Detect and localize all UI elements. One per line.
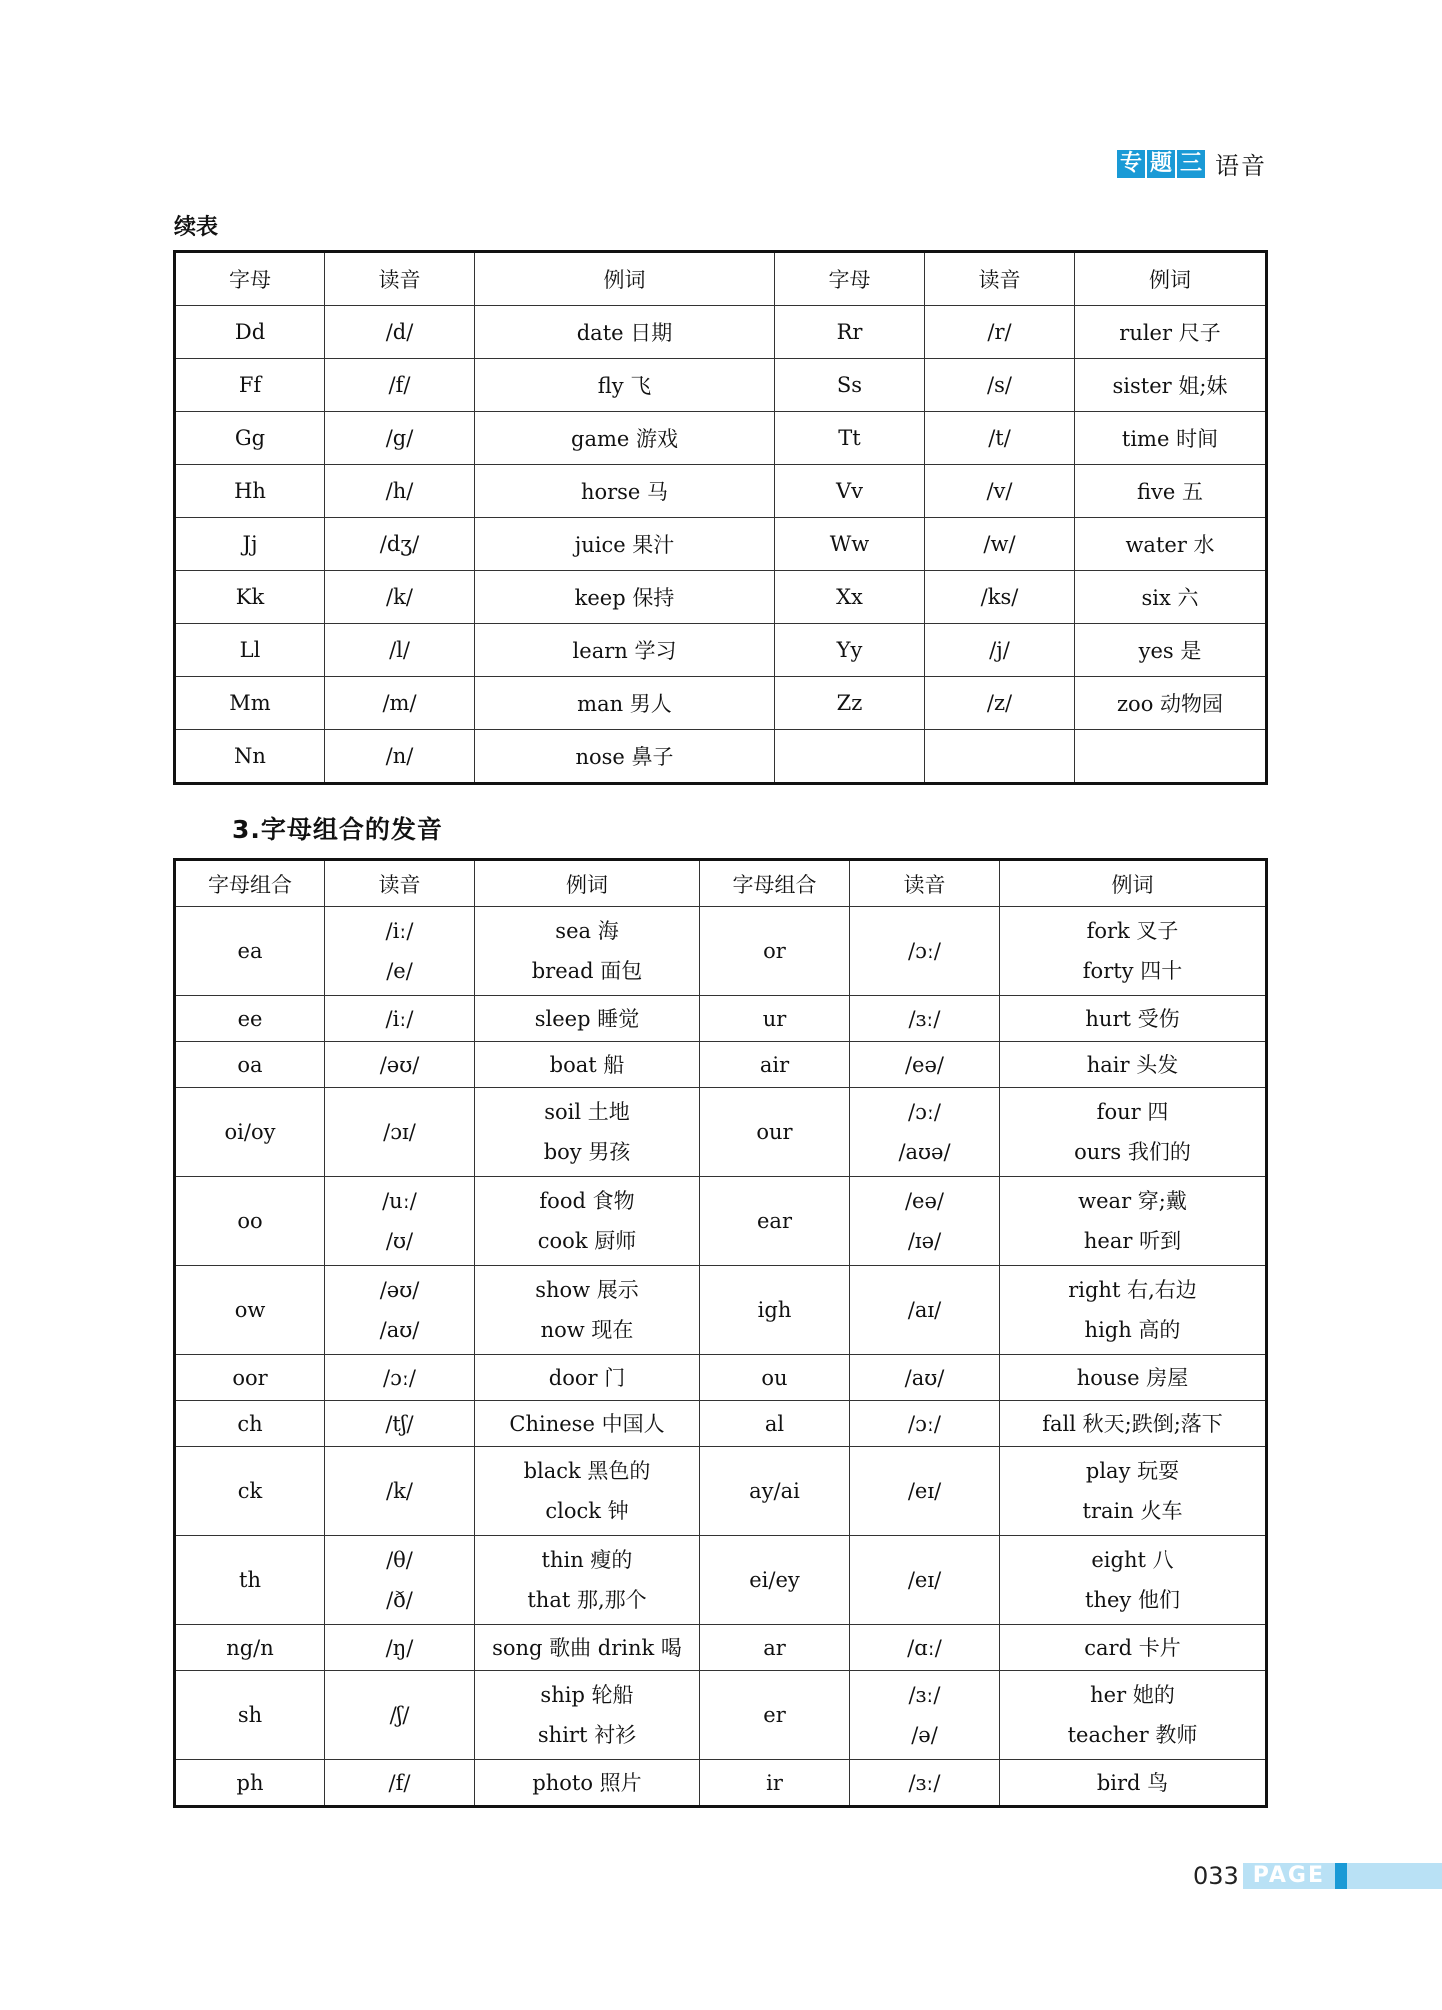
combination-cell (175, 1266, 325, 1355)
cell-line: al (764, 1411, 785, 1436)
letter-cell: Gg (175, 412, 325, 465)
cell-line: train 火车 (1082, 1499, 1183, 1523)
letter-cell: Hh (175, 465, 325, 518)
cell-line: wear 穿;戴 (1078, 1189, 1187, 1213)
sound-cell: /l/ (325, 624, 475, 677)
letter-cell: Jj (175, 518, 325, 571)
letter-cell: Ww (775, 518, 925, 571)
cell-line: ck (237, 1479, 263, 1503)
sound-cell (850, 996, 1000, 1042)
sound-cell (850, 1355, 1000, 1401)
cell-line: thin 瘦的 (541, 1548, 633, 1572)
letter-cell: Vv (775, 465, 925, 518)
table-row (175, 1536, 1267, 1625)
cell-line: ee (237, 1006, 263, 1031)
cell-line: photo 照片 (532, 1770, 642, 1795)
letter-cell: Zz (775, 677, 925, 730)
combination-cell (175, 1355, 325, 1401)
example-cell (475, 1088, 700, 1177)
example-cell (1000, 1447, 1267, 1536)
cell-line: teacher 教师 (1067, 1723, 1198, 1747)
example-cell (475, 996, 700, 1042)
example-cell (475, 1177, 700, 1266)
example-cell (1000, 1671, 1267, 1760)
letter-cell: Rr (775, 306, 925, 359)
letter-cell: Tt (775, 412, 925, 465)
example-cell (475, 1401, 700, 1447)
column-header: 字母组合 (175, 860, 325, 907)
cell-line: /k/ (386, 1479, 413, 1503)
column-header: 例词 (1075, 252, 1267, 306)
cell-line: hurt 受伤 (1085, 1006, 1180, 1031)
cell-line: /ɜː/ (908, 1770, 941, 1795)
cell-line: ph (236, 1770, 264, 1795)
cell-line: ar (763, 1635, 786, 1660)
sound-cell (850, 1088, 1000, 1177)
combination-cell (175, 1760, 325, 1807)
sound-cell (325, 907, 475, 996)
table-row (175, 1671, 1267, 1760)
example-cell (475, 1447, 700, 1536)
cell-line: /ɪə/ (907, 1229, 942, 1253)
combination-cell (175, 996, 325, 1042)
example-cell: date 日期 (475, 306, 775, 359)
page-accent-bar (1335, 1863, 1347, 1889)
combination-cell (700, 1177, 850, 1266)
table-row (175, 907, 1267, 996)
cell-line: that 那,那个 (527, 1588, 647, 1612)
example-cell (1000, 996, 1267, 1042)
chapter-tag-char: 专 (1117, 150, 1145, 178)
cell-line: /θ/ (386, 1548, 413, 1572)
example-cell: zoo 动物园 (1075, 677, 1267, 730)
cell-line: Chinese 中国人 (509, 1411, 665, 1436)
cell-line: /ʃ/ (389, 1703, 410, 1727)
example-cell: nose 鼻子 (475, 730, 775, 784)
cell-line: hear 听到 (1083, 1229, 1182, 1253)
combination-cell (700, 907, 850, 996)
combination-cell (175, 1042, 325, 1088)
sound-cell (325, 1671, 475, 1760)
combination-cell (700, 1401, 850, 1447)
cell-line: /ɔː/ (908, 1100, 941, 1124)
column-header: 读音 (850, 860, 1000, 907)
table-row (175, 677, 1267, 730)
example-cell: water 水 (1075, 518, 1267, 571)
example-cell: sister 姐;妹 (1075, 359, 1267, 412)
sound-cell: /m/ (325, 677, 475, 730)
sound-cell: /j/ (925, 624, 1075, 677)
column-header: 例词 (475, 860, 700, 907)
sound-cell (850, 1042, 1000, 1088)
example-cell (1000, 1401, 1267, 1447)
example-cell: horse 马 (475, 465, 775, 518)
cell-line: /aɪ/ (907, 1298, 942, 1322)
cell-line: /eɪ/ (907, 1568, 942, 1592)
cell-line: fork 叉子 (1086, 919, 1179, 943)
table-header-row (175, 860, 1267, 907)
example-cell: keep 保持 (475, 571, 775, 624)
cell-line: or (763, 939, 786, 963)
combination-cell (175, 1536, 325, 1625)
combination-cell (700, 1447, 850, 1536)
cell-line: ir (766, 1770, 783, 1795)
column-header: 字母 (775, 252, 925, 306)
cell-line: ours 我们的 (1074, 1140, 1191, 1164)
combination-cell (700, 1042, 850, 1088)
cell-line: ea (237, 939, 263, 963)
cell-line: er (763, 1703, 786, 1727)
cell-line: /eə/ (904, 1052, 944, 1077)
sound-cell (325, 1447, 475, 1536)
column-header: 字母 (175, 252, 325, 306)
combination-cell (175, 1177, 325, 1266)
cell-line: /tʃ/ (385, 1411, 414, 1436)
cell-line: /əʊ/ (379, 1278, 420, 1302)
sound-cell (850, 1266, 1000, 1355)
table-row (175, 1088, 1267, 1177)
cell-line: they 他们 (1085, 1588, 1180, 1612)
example-cell (1000, 1760, 1267, 1807)
cell-line: /e/ (386, 959, 413, 983)
cell-line: oa (237, 1052, 263, 1077)
cell-line: food 食物 (539, 1189, 635, 1213)
combination-cell (700, 1671, 850, 1760)
sound-cell (850, 1177, 1000, 1266)
example-cell: game 游戏 (475, 412, 775, 465)
cell-line: /ɑː/ (907, 1635, 942, 1660)
sound-cell (325, 1536, 475, 1625)
cell-line: /ɜː/ (908, 1683, 941, 1707)
cell-line: four 四 (1096, 1100, 1169, 1124)
table-row (175, 1355, 1267, 1401)
cell-line: /ŋ/ (385, 1635, 414, 1660)
sound-cell: /f/ (325, 359, 475, 412)
example-cell: time 时间 (1075, 412, 1267, 465)
table-row (175, 412, 1267, 465)
cell-line: /aʊ/ (379, 1318, 420, 1342)
cell-line: black 黑色的 (523, 1459, 651, 1483)
page-label: PAGE (1243, 1863, 1335, 1889)
page-accent-tail (1347, 1863, 1442, 1889)
combination-cell (700, 1088, 850, 1177)
combination-cell (175, 1447, 325, 1536)
sound-cell: /s/ (925, 359, 1075, 412)
letter-cell: Dd (175, 306, 325, 359)
cell-line: eight 八 (1091, 1548, 1174, 1572)
sound-cell (850, 1671, 1000, 1760)
sound-cell: /h/ (325, 465, 475, 518)
table-row (175, 1042, 1267, 1088)
sound-cell (850, 907, 1000, 996)
cell-line: /eə/ (904, 1189, 944, 1213)
example-cell (475, 1760, 700, 1807)
table-header-row (175, 252, 1267, 306)
cell-line: ear (757, 1209, 792, 1233)
cell-line: forty 四十 (1082, 959, 1183, 983)
example-cell: man 男人 (475, 677, 775, 730)
letter-combination-table (173, 858, 1268, 1808)
combination-cell (175, 1625, 325, 1671)
table-row (175, 1625, 1267, 1671)
sound-cell (850, 1760, 1000, 1807)
example-cell (475, 907, 700, 996)
letter-cell: Ff (175, 359, 325, 412)
cell-line: play 玩耍 (1085, 1459, 1180, 1483)
cell-line: card 卡片 (1084, 1635, 1181, 1660)
continued-label: 续表 (174, 215, 219, 240)
cell-line: house 房屋 (1076, 1365, 1189, 1390)
cell-line: high 高的 (1084, 1318, 1181, 1342)
table-row (175, 465, 1267, 518)
cell-line: /ɔː/ (908, 939, 941, 963)
example-cell: yes 是 (1075, 624, 1267, 677)
letter-cell: Xx (775, 571, 925, 624)
sound-cell: /n/ (325, 730, 475, 784)
cell-line: ng/n (226, 1635, 274, 1660)
cell-line: oor (232, 1365, 268, 1390)
cell-line: bird 鸟 (1096, 1770, 1169, 1795)
cell-line: ur (762, 1006, 787, 1031)
sound-cell: /k/ (325, 571, 475, 624)
table-row (175, 730, 1267, 784)
cell-line: /f/ (388, 1770, 411, 1795)
example-cell: five 五 (1075, 465, 1267, 518)
cell-line: igh (757, 1298, 792, 1322)
table-row (175, 996, 1267, 1042)
chapter-header (1117, 146, 1267, 181)
table-row (175, 1177, 1267, 1266)
cell-line: boat 船 (549, 1052, 625, 1077)
cell-line: hair 头发 (1086, 1052, 1179, 1077)
example-cell: juice 果汁 (475, 518, 775, 571)
letter-cell (775, 730, 925, 784)
sound-cell: /ks/ (925, 571, 1075, 624)
example-cell (1000, 1177, 1267, 1266)
cell-line: ow (234, 1298, 266, 1322)
sound-cell (325, 1625, 475, 1671)
column-header: 读音 (325, 252, 475, 306)
cell-line: bread 面包 (531, 959, 643, 983)
cell-line: boy 男孩 (543, 1140, 631, 1164)
letter-cell: Mm (175, 677, 325, 730)
example-cell (475, 1355, 700, 1401)
example-cell (1000, 1042, 1267, 1088)
sound-cell (850, 1625, 1000, 1671)
combination-cell (700, 1355, 850, 1401)
sound-cell: /t/ (925, 412, 1075, 465)
table-row (175, 359, 1267, 412)
example-cell (1000, 1266, 1267, 1355)
cell-line: th (239, 1568, 261, 1592)
cell-line: right 右,右边 (1068, 1278, 1197, 1302)
table-row (175, 1447, 1267, 1536)
cell-line: /aʊə/ (898, 1140, 951, 1164)
cell-line: /ɔː/ (383, 1365, 416, 1390)
letter-cell: Ll (175, 624, 325, 677)
column-header: 字母组合 (700, 860, 850, 907)
cell-line: clock 钟 (545, 1499, 629, 1523)
table-row (175, 571, 1267, 624)
sound-cell (850, 1401, 1000, 1447)
cell-line: /iː/ (385, 919, 414, 943)
cell-line: now 现在 (540, 1318, 634, 1342)
cell-line: ay/ai (749, 1479, 800, 1503)
table-row (175, 1266, 1267, 1355)
sound-cell: /d/ (325, 306, 475, 359)
page-number-badge (1193, 1862, 1442, 1890)
cell-line: /ʊ/ (385, 1229, 414, 1253)
sound-cell (325, 1042, 475, 1088)
example-cell (475, 1536, 700, 1625)
sound-cell (850, 1447, 1000, 1536)
sound-cell (325, 1088, 475, 1177)
sound-cell (325, 1177, 475, 1266)
sound-cell (325, 1401, 475, 1447)
combination-cell (175, 907, 325, 996)
cell-line: song 歌曲 drink 喝 (492, 1635, 682, 1660)
combination-cell (700, 1625, 850, 1671)
example-cell (475, 1042, 700, 1088)
table-row (175, 624, 1267, 677)
letter-cell: Ss (775, 359, 925, 412)
chapter-tag-char: 三 (1177, 150, 1205, 178)
letter-cell: Nn (175, 730, 325, 784)
chapter-tag-char: 题 (1147, 150, 1175, 178)
cell-line: ou (761, 1365, 788, 1390)
column-header: 读音 (925, 252, 1075, 306)
cell-line: /əʊ/ (379, 1052, 420, 1077)
cell-line: ship 轮船 (540, 1683, 634, 1707)
combination-cell (700, 996, 850, 1042)
cell-line: /ə/ (911, 1723, 938, 1747)
cell-line: /aʊ/ (904, 1365, 945, 1390)
table-row (175, 1401, 1267, 1447)
example-cell (1000, 1355, 1267, 1401)
page-number: 033 (1192, 1862, 1239, 1890)
cell-line: /uː/ (382, 1189, 417, 1213)
cell-line: our (756, 1120, 793, 1144)
example-cell: fly 飞 (475, 359, 775, 412)
cell-line: show 展示 (535, 1278, 639, 1302)
example-cell (475, 1625, 700, 1671)
cell-line: cook 厨师 (537, 1229, 637, 1253)
example-cell (475, 1671, 700, 1760)
column-header: 例词 (1000, 860, 1267, 907)
column-header: 读音 (325, 860, 475, 907)
sound-cell: /z/ (925, 677, 1075, 730)
table-row (175, 518, 1267, 571)
cell-line: soil 土地 (544, 1100, 630, 1124)
cell-line: sea 海 (555, 919, 619, 943)
cell-line: ei/ey (749, 1568, 800, 1592)
table-row (175, 1760, 1267, 1807)
column-header: 例词 (475, 252, 775, 306)
combination-cell (700, 1760, 850, 1807)
cell-line: sh (237, 1703, 263, 1727)
sound-cell: /v/ (925, 465, 1075, 518)
cell-line: air (759, 1052, 790, 1077)
example-cell (1075, 730, 1267, 784)
cell-line: shirt 衬衫 (537, 1723, 637, 1747)
cell-line: /ɔɪ/ (383, 1120, 416, 1144)
combination-cell (175, 1088, 325, 1177)
sound-cell (325, 1266, 475, 1355)
sound-cell: /g/ (325, 412, 475, 465)
sound-cell (850, 1536, 1000, 1625)
cell-line: fall 秋天;跌倒;落下 (1042, 1411, 1223, 1436)
cell-line: door 门 (548, 1365, 626, 1390)
sound-cell: /w/ (925, 518, 1075, 571)
sound-cell (925, 730, 1075, 784)
sound-cell: /dʒ/ (325, 518, 475, 571)
letter-cell: Kk (175, 571, 325, 624)
cell-line: /ð/ (386, 1588, 413, 1612)
sound-cell (325, 996, 475, 1042)
example-cell (1000, 907, 1267, 996)
cell-line: oi/oy (224, 1120, 276, 1144)
cell-line: /ɜː/ (908, 1006, 941, 1031)
combination-cell (175, 1401, 325, 1447)
sound-cell (325, 1355, 475, 1401)
cell-line: /ɔː/ (908, 1411, 941, 1436)
example-cell (1000, 1088, 1267, 1177)
chapter-title: 语音 (1215, 152, 1267, 180)
combination-cell (700, 1536, 850, 1625)
cell-line: /iː/ (385, 1006, 414, 1031)
cell-line: oo (237, 1209, 263, 1233)
example-cell (1000, 1625, 1267, 1671)
cell-line: ch (237, 1411, 263, 1436)
cell-line: her 她的 (1090, 1683, 1175, 1707)
letter-cell: Yy (775, 624, 925, 677)
letter-sounds-table (173, 250, 1268, 785)
table-row (175, 306, 1267, 359)
cell-line: sleep 睡觉 (534, 1006, 640, 1031)
sound-cell (325, 1760, 475, 1807)
combination-cell (700, 1266, 850, 1355)
example-cell (1000, 1536, 1267, 1625)
example-cell (475, 1266, 700, 1355)
example-cell: six 六 (1075, 571, 1267, 624)
section-title: 3.字母组合的发音 (232, 815, 443, 844)
example-cell: ruler 尺子 (1075, 306, 1267, 359)
sound-cell: /r/ (925, 306, 1075, 359)
combination-cell (175, 1671, 325, 1760)
cell-line: /eɪ/ (907, 1479, 942, 1503)
example-cell: learn 学习 (475, 624, 775, 677)
